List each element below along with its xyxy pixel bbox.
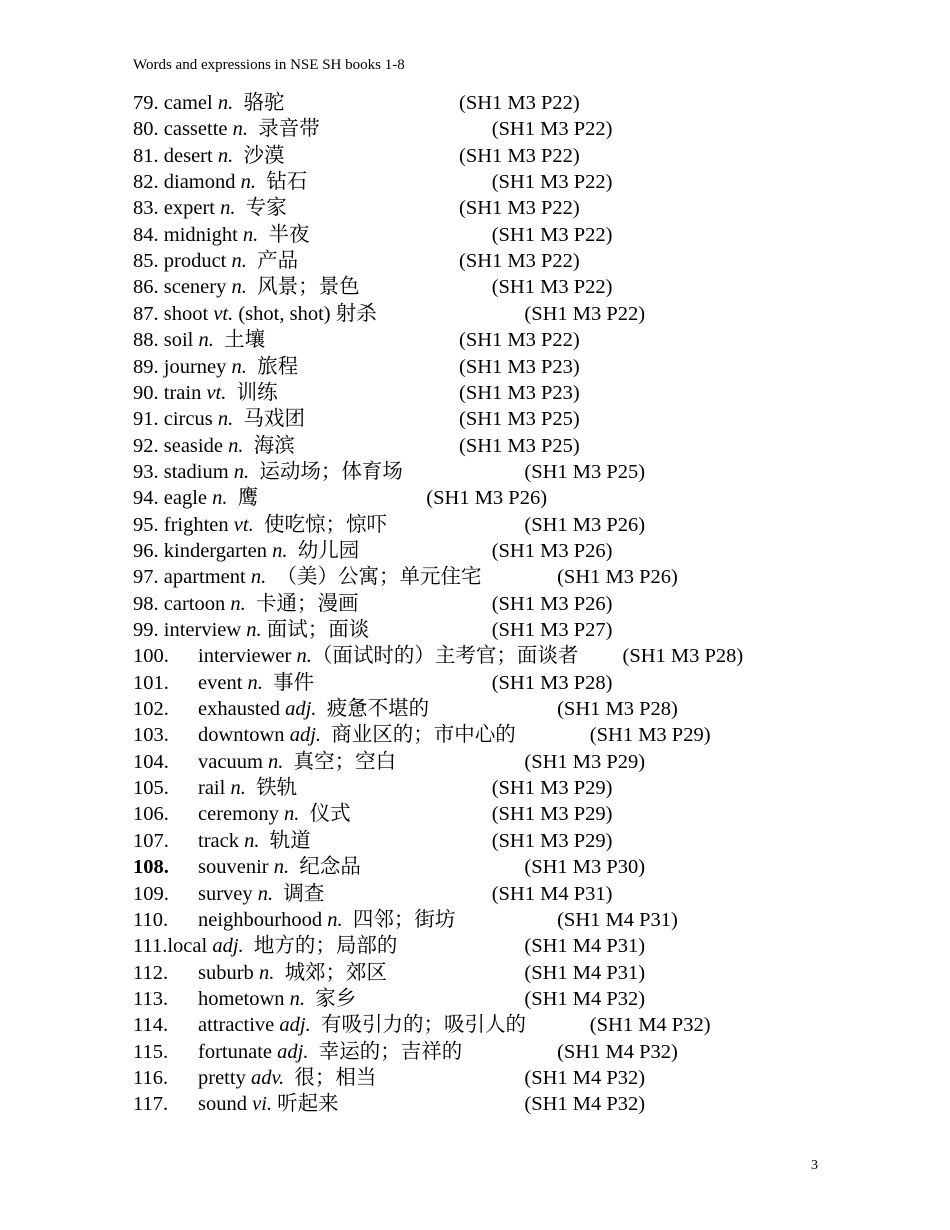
entry-word: local — [167, 935, 213, 958]
entry-word: track — [198, 829, 245, 852]
list-item — [133, 722, 711, 748]
list-item — [133, 828, 613, 854]
list-item — [133, 1012, 711, 1038]
entry-reference: (SH1 M4 P32) — [557, 1040, 678, 1063]
entry-reference: (SH1 M4 P32) — [524, 1093, 646, 1116]
entry-number: 82. — [133, 171, 164, 194]
entry-translation: 地方的；局部的 — [243, 935, 398, 958]
entry-number: 81. — [133, 144, 164, 167]
entry-word: product — [163, 250, 232, 273]
entry-reference: (SH1 M4 P32) — [524, 1066, 646, 1089]
entry-part-of-speech: adj. — [277, 1040, 309, 1063]
entry-number: 94. — [133, 487, 164, 510]
entry-number: 103. — [133, 724, 169, 747]
entry-term — [164, 435, 295, 457]
entry-translation: 运动场；体育场 — [249, 460, 403, 483]
entry-term — [164, 408, 305, 430]
entry-reference: (SH1 M3 P22) — [524, 302, 646, 325]
entry-reference: (SH1 M3 P22) — [491, 276, 613, 299]
entry-number: 100. — [133, 645, 169, 668]
entry-reference: (SH1 M4 P31) — [557, 908, 678, 931]
list-item — [133, 801, 613, 827]
list-item — [133, 248, 580, 274]
entry-term — [198, 1065, 376, 1091]
entry-reference: (SH1 M3 P22) — [491, 171, 613, 194]
entry-reference: (SH1 M3 P22) — [459, 250, 580, 273]
entry-term — [164, 514, 387, 536]
list-item — [133, 1091, 646, 1117]
entry-translation: 旅程 — [246, 355, 299, 378]
entry-translation: 幸运的；吉祥的 — [308, 1040, 463, 1063]
entry-translation: 城郊；郊区 — [274, 961, 388, 984]
entry-translation: 听起来 — [272, 1093, 339, 1116]
entry-term — [164, 171, 308, 193]
entry-term — [198, 643, 578, 669]
entry-reference: (SH1 M3 P22) — [459, 329, 580, 352]
entry-number: 96. — [133, 539, 164, 562]
list-item — [133, 933, 646, 959]
entry-part-of-speech: n. — [244, 829, 260, 852]
entry-word: pretty — [198, 1066, 251, 1089]
entry-part-of-speech: n. — [257, 882, 274, 905]
entry-number: 109. — [133, 882, 169, 905]
entry-translation: 产品 — [246, 250, 299, 273]
entry-translation: 轨道 — [259, 829, 311, 852]
entry-reference: (SH1 M3 P22) — [459, 144, 580, 167]
list-item — [133, 854, 646, 880]
entry-number: 83. — [133, 197, 164, 220]
entry-reference: (SH1 M3 P29) — [491, 829, 613, 852]
entry-number: 85. — [133, 250, 164, 273]
entry-number: 116. — [133, 1066, 169, 1089]
list-item — [133, 617, 613, 643]
list-item — [133, 459, 646, 485]
entry-number: 112. — [133, 961, 169, 984]
entry-word: eagle — [163, 487, 213, 510]
entry-number: 104. — [133, 750, 169, 773]
entry-reference: (SH1 M3 P28) — [622, 645, 744, 668]
entry-word: cartoon — [163, 592, 231, 615]
entry-term — [164, 487, 259, 509]
entry-term — [198, 801, 351, 827]
entry-reference: (SH1 M3 P29) — [491, 803, 613, 826]
list-item — [133, 670, 613, 696]
entry-part-of-speech: n. — [212, 487, 228, 510]
entry-number: 108. — [133, 856, 169, 879]
entry-reference: (SH1 M4 P31) — [524, 961, 646, 984]
entry-part-of-speech: n. — [231, 276, 247, 299]
entry-number: 93. — [133, 460, 164, 483]
list-item — [133, 274, 613, 300]
entry-term — [198, 1039, 462, 1065]
entry-part-of-speech: n. — [232, 118, 248, 141]
entry-term — [164, 461, 403, 483]
entry-translation: 仪式 — [299, 803, 351, 826]
entry-word: souvenir — [198, 856, 274, 879]
entry-translation: 幼儿园 — [287, 539, 360, 562]
entry-term — [198, 828, 311, 854]
list-item — [133, 881, 613, 907]
list-item — [133, 116, 613, 142]
entry-word: seaside — [163, 434, 229, 457]
entry-term — [198, 960, 387, 986]
list-item — [133, 301, 646, 327]
entry-reference: (SH1 M3 P22) — [459, 197, 580, 220]
list-item — [133, 696, 678, 722]
entry-translation: (shot, shot) 射杀 — [233, 302, 377, 325]
entry-word: journey — [163, 355, 232, 378]
entry-word: scenery — [163, 276, 232, 299]
page-number: 3 — [811, 1158, 818, 1173]
entry-part-of-speech: n. — [220, 197, 236, 220]
entry-number: 113. — [133, 987, 169, 1010]
entry-part-of-speech: n. — [217, 144, 234, 167]
entry-part-of-speech: n. — [273, 856, 290, 879]
entry-translation: 铁轨 — [245, 777, 298, 800]
list-item — [133, 195, 580, 221]
entry-number: 110. — [133, 908, 169, 931]
entry-part-of-speech: n. — [272, 539, 288, 562]
entry-number: 99. — [133, 619, 164, 641]
entry-translation: 使吃惊；惊吓 — [253, 513, 387, 536]
entry-part-of-speech: n. — [242, 223, 259, 246]
entry-term — [164, 197, 287, 219]
list-item — [133, 986, 646, 1012]
entry-translation: 专家 — [235, 197, 287, 220]
entry-translation: 调查 — [273, 882, 325, 905]
entry-number: 88. — [133, 329, 164, 352]
entry-number: 98. — [133, 592, 164, 615]
entry-reference: (SH1 M3 P28) — [491, 671, 613, 694]
entry-part-of-speech: n. — [246, 619, 262, 641]
entry-part-of-speech: n. — [327, 908, 343, 931]
list-item — [133, 960, 646, 986]
entry-part-of-speech: n. — [296, 645, 312, 668]
entry-number: 106. — [133, 803, 169, 826]
list-item — [133, 90, 580, 116]
entry-word: interview — [163, 619, 247, 641]
entry-part-of-speech: n. — [231, 250, 247, 273]
entry-number: 101. — [133, 671, 169, 694]
entry-number: 90. — [133, 381, 164, 404]
entry-number: 79. — [133, 92, 164, 114]
entry-translation: 海滨 — [243, 434, 295, 457]
entry-translation: 沙漠 — [233, 144, 285, 167]
entry-number: 86. — [133, 276, 164, 299]
list-item — [133, 433, 580, 459]
entry-translation: 鹰 — [227, 487, 259, 510]
entry-word: event — [198, 671, 248, 694]
entry-translation: 疲惫不堪的 — [316, 698, 430, 721]
entry-translation: 有吸引力的；吸引人的 — [310, 1014, 526, 1037]
entry-reference: (SH1 M3 P29) — [589, 724, 711, 747]
entry-number: 111. — [133, 935, 168, 958]
entry-reference: (SH1 M3 P29) — [524, 750, 646, 773]
entry-translation: 训练 — [226, 381, 278, 404]
entry-word: apartment — [163, 566, 251, 589]
entry-word: ceremony — [198, 803, 284, 826]
entry-reference: (SH1 M3 P26) — [491, 539, 613, 562]
entry-translation: 事件 — [262, 671, 315, 694]
entry-reference: (SH1 M3 P26) — [557, 566, 678, 589]
entry-term — [164, 329, 265, 351]
entry-number: 107. — [133, 829, 169, 852]
entry-term — [198, 854, 361, 880]
entry-word: train — [163, 381, 207, 404]
list-item — [133, 354, 580, 380]
list-item — [133, 775, 613, 801]
entry-reference: (SH1 M3 P28) — [557, 698, 678, 721]
entry-term — [198, 1012, 526, 1038]
entry-word: stadium — [163, 460, 234, 483]
entry-part-of-speech: n. — [268, 750, 284, 773]
entry-reference: (SH1 M3 P23) — [459, 355, 580, 378]
list-item — [133, 564, 678, 590]
entry-reference: (SH1 M3 P25) — [459, 408, 580, 431]
entry-term — [164, 118, 320, 140]
list-item — [133, 749, 646, 775]
list-item — [133, 406, 580, 432]
entry-translation: 面试；面谈 — [261, 619, 370, 641]
entry-number: 80. — [133, 118, 164, 141]
entry-number: 89. — [133, 355, 164, 378]
entry-translation: 骆驼 — [233, 92, 285, 114]
entry-part-of-speech: adv. — [250, 1066, 285, 1089]
entry-reference: (SH1 M4 P32) — [524, 987, 646, 1010]
entry-term — [198, 986, 356, 1012]
list-item — [133, 327, 580, 353]
entry-part-of-speech: n. — [289, 987, 306, 1010]
entry-translation: 马戏团 — [233, 408, 305, 431]
entry-term — [164, 540, 359, 562]
entry-word: downtown — [198, 724, 290, 747]
entry-term — [198, 881, 324, 907]
entry-number: 115. — [133, 1040, 169, 1063]
entry-word: desert — [163, 144, 218, 167]
entry-part-of-speech: n. — [230, 592, 246, 615]
entry-part-of-speech: adj. — [212, 935, 244, 958]
entry-number: 117. — [133, 1093, 169, 1116]
entry-part-of-speech: n. — [247, 671, 263, 694]
entry-term — [164, 276, 360, 298]
entry-reference: (SH1 M4 P31) — [491, 882, 613, 905]
entry-term — [164, 566, 482, 588]
entry-word: expert — [163, 197, 221, 220]
entry-word: diamond — [163, 171, 241, 194]
entry-part-of-speech: vt. — [206, 381, 227, 404]
entry-word: interviewer — [198, 645, 297, 668]
entry-word: attractive — [198, 1014, 280, 1037]
entry-word: exhausted — [198, 698, 286, 721]
entry-number: 87. — [133, 302, 164, 325]
list-item — [133, 538, 613, 564]
entry-translation: 商业区的；市中心的 — [321, 724, 516, 747]
entry-reference: (SH1 M3 P30) — [524, 856, 646, 879]
entry-number: 102. — [133, 698, 169, 721]
entry-reference: (SH1 M3 P25) — [459, 434, 580, 457]
list-item — [133, 512, 646, 538]
entry-term — [198, 1091, 339, 1117]
entry-reference: (SH1 M3 P25) — [524, 460, 646, 483]
entry-term — [198, 749, 396, 775]
list-item — [133, 907, 678, 933]
list-item — [133, 1039, 678, 1065]
entry-word: neighbourhood — [198, 908, 328, 931]
entry-reference: (SH1 M4 P31) — [524, 935, 646, 958]
list-item — [133, 169, 613, 195]
entry-number: 114. — [133, 1014, 169, 1037]
entry-part-of-speech: n. — [217, 408, 234, 431]
list-item — [133, 380, 580, 406]
entry-translation: 真空；空白 — [283, 750, 397, 773]
page-header: Words and expressions in NSE SH books 1-8 — [133, 57, 405, 73]
entry-part-of-speech: n. — [217, 92, 234, 114]
entry-translation: 家乡 — [305, 987, 357, 1010]
entry-translation: 纪念品 — [289, 856, 361, 879]
entry-word: kindergarten — [163, 539, 273, 562]
entry-part-of-speech: n. — [250, 566, 267, 589]
entry-word: circus — [163, 408, 218, 431]
entry-reference: (SH1 M3 P22) — [459, 92, 580, 114]
entry-word: frighten — [163, 513, 234, 536]
entry-part-of-speech: n. — [283, 803, 300, 826]
entry-term — [167, 935, 397, 957]
entry-reference: (SH1 M3 P22) — [491, 223, 613, 246]
entry-part-of-speech: n. — [228, 434, 244, 457]
entry-word: cassette — [163, 118, 233, 141]
list-item — [133, 643, 744, 669]
entry-number: 84. — [133, 223, 164, 246]
entry-term — [198, 670, 314, 696]
list-item — [133, 591, 613, 617]
entry-term — [164, 303, 377, 325]
entry-translation: 半夜 — [258, 223, 310, 246]
entry-translation: 风景；景色 — [246, 276, 360, 299]
list-item — [133, 485, 548, 511]
entry-part-of-speech: adj. — [279, 1014, 311, 1037]
entry-part-of-speech: n. — [231, 355, 247, 378]
entry-reference: (SH1 M3 P23) — [459, 381, 580, 404]
list-item — [133, 222, 613, 248]
entry-translation: 土壤 — [213, 329, 266, 352]
entry-number: 91. — [133, 408, 164, 431]
entry-term — [198, 722, 516, 748]
entry-term — [164, 145, 285, 167]
entry-part-of-speech: n. — [258, 961, 275, 984]
entry-term — [164, 224, 310, 246]
entry-reference: (SH1 M3 P27) — [491, 619, 613, 641]
list-item — [133, 143, 580, 169]
entry-word: shoot — [163, 302, 214, 325]
entry-word: survey — [198, 882, 258, 905]
entry-number: 105. — [133, 777, 169, 800]
entry-term — [198, 775, 297, 801]
entry-word: suburb — [198, 961, 259, 984]
entry-term — [164, 92, 285, 114]
entry-reference: (SH1 M3 P26) — [426, 487, 548, 510]
entry-translation: （面试时的）主考官；面谈者 — [311, 645, 579, 668]
entry-term — [198, 907, 455, 933]
entry-word: soil — [163, 329, 199, 352]
entry-reference: (SH1 M3 P26) — [524, 513, 646, 536]
entry-part-of-speech: vt. — [213, 302, 234, 325]
entry-reference: (SH1 M4 P32) — [589, 1014, 711, 1037]
entry-term — [198, 696, 429, 722]
entry-part-of-speech: adj. — [285, 698, 317, 721]
entry-translation: 钻石 — [256, 171, 308, 194]
entry-translation: 很；相当 — [284, 1066, 377, 1089]
entry-word: rail — [198, 777, 231, 800]
entry-word: vacuum — [198, 750, 269, 773]
entry-term — [164, 382, 278, 404]
entry-part-of-speech: n. — [230, 777, 246, 800]
entry-part-of-speech: vi. — [252, 1093, 273, 1116]
entry-word: camel — [163, 92, 218, 114]
entry-translation: 卡通；漫画 — [245, 592, 359, 615]
entry-translation: 录音带 — [248, 118, 320, 141]
entry-reference: (SH1 M3 P26) — [491, 592, 613, 615]
entry-word: midnight — [163, 223, 243, 246]
entry-translation: （美）公寓；单元住宅 — [266, 566, 482, 589]
list-item — [133, 1065, 646, 1091]
entry-reference: (SH1 M3 P29) — [491, 777, 613, 800]
entry-number: 92. — [133, 434, 164, 457]
entry-word: hometown — [198, 987, 290, 1010]
entry-term — [164, 356, 298, 378]
entry-word: fortunate — [198, 1040, 278, 1063]
entry-term — [164, 619, 370, 641]
entry-part-of-speech: adj. — [289, 724, 322, 747]
entry-part-of-speech: n. — [240, 171, 256, 194]
entry-reference: (SH1 M3 P22) — [491, 118, 613, 141]
entry-number: 97. — [133, 566, 164, 589]
entry-part-of-speech: vt. — [233, 513, 254, 536]
entry-word: sound — [198, 1093, 253, 1116]
entry-part-of-speech: n. — [198, 329, 214, 352]
entry-part-of-speech: n. — [233, 460, 250, 483]
entry-translation: 四邻；街坊 — [342, 908, 456, 931]
entry-number: 95. — [133, 513, 164, 536]
entry-term — [164, 593, 359, 615]
entry-term — [164, 250, 298, 272]
